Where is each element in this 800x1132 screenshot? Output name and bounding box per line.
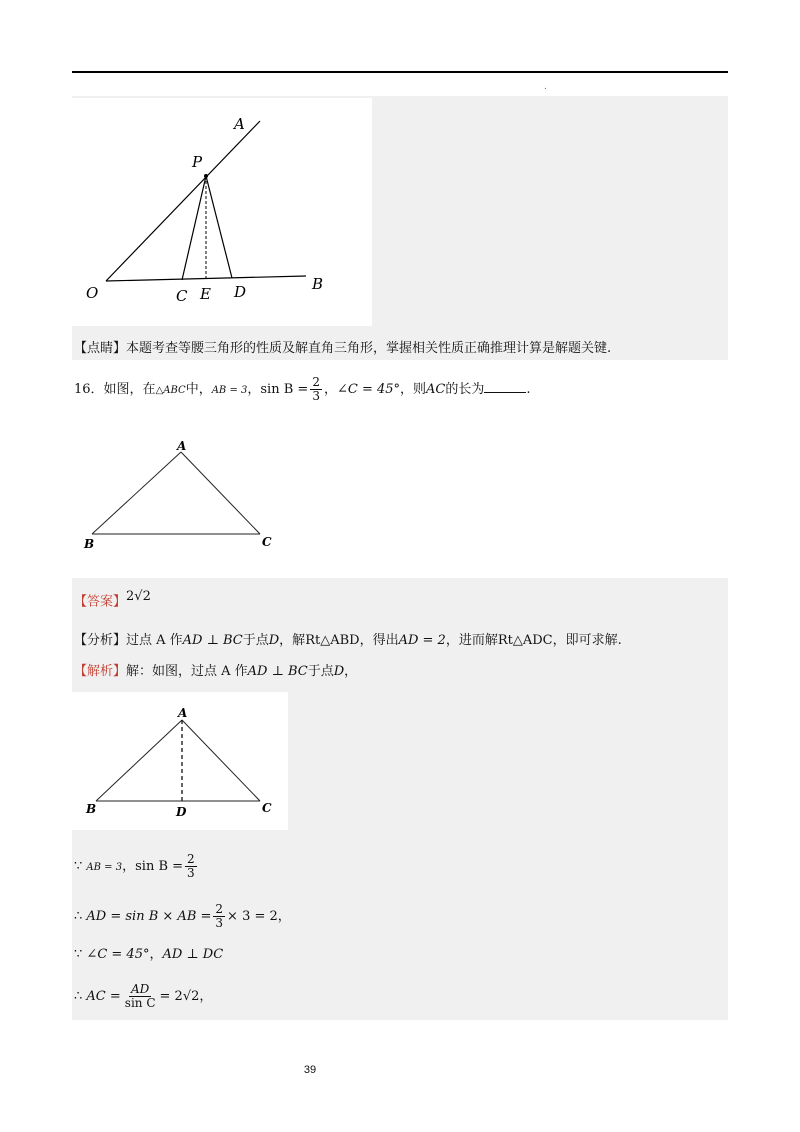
label-B: B <box>86 802 97 816</box>
label-O: O <box>86 284 99 302</box>
analysis-line: 【分析】过点 A 作AD ⊥ BC于点D，解Rt△ABD，得出AD = 2，进而解Rt△ADC，即可求解. <box>74 633 622 648</box>
point-P <box>204 174 208 178</box>
perp-ad-bc: AD ⊥ BC <box>182 633 243 648</box>
figure-3 <box>72 692 288 830</box>
answer-tag: 【答案】 <box>74 594 127 610</box>
problem-16 <box>74 376 531 405</box>
problem-text-3: ，则 <box>400 382 427 397</box>
step-1: ∵ AB = 3，sin B = $\frac{2}{3}$ <box>74 852 195 880</box>
label-A: A <box>234 115 245 133</box>
side-AB <box>92 452 181 534</box>
label-A: A <box>178 706 188 720</box>
side-AC <box>181 452 260 534</box>
fraction-2-3: $\frac{2}{3}$ <box>312 375 320 403</box>
analysis-tag: 【分析】 <box>74 633 127 648</box>
triangle-symbol: △ <box>155 385 164 396</box>
label-A: A <box>177 439 187 453</box>
given-sinb: sin B = <box>260 382 309 397</box>
ad-equals-2: AD = 2 <box>398 633 446 648</box>
ray-OA <box>106 121 260 281</box>
label-C: C <box>262 535 272 549</box>
header-marker: . <box>544 82 547 92</box>
segment-ac: AC <box>426 382 446 397</box>
answer-value: 2√2 <box>126 589 151 604</box>
problem-end: . <box>526 382 531 397</box>
side-AB <box>96 720 182 801</box>
label-C: C <box>262 801 272 815</box>
comment-text: 本题考查等腰三角形的性质及解直角三角形，掌握相关性质正确推理计算是解题关键. <box>126 341 612 356</box>
solution-line: 【解析】解：如图，过点 A 作AD ⊥ BC于点D， <box>74 664 358 679</box>
problem-text-4: 的长为 <box>445 382 485 397</box>
answer-line <box>74 584 151 615</box>
problem-text-2: 中， <box>185 382 212 397</box>
problem-number: 16． <box>74 382 104 397</box>
step-2: ∴ AD = sin B × AB = $\frac{2}{3}$ × 3 = 2， <box>74 902 291 930</box>
side-AC <box>182 720 260 801</box>
comment-line <box>74 340 611 358</box>
page-number: 39 <box>303 1064 317 1076</box>
triangle-abc: ABC <box>163 385 186 396</box>
rt-abd: Rt△ABD <box>305 633 360 648</box>
rt-adc: Rt△ADC <box>497 633 553 648</box>
label-B: B <box>84 537 95 551</box>
solution-tag: 【解析】 <box>74 664 127 679</box>
segment-PC <box>182 176 206 280</box>
problem-text-1: 如图，在 <box>103 382 156 397</box>
given-ab: AB = 3 <box>211 385 248 396</box>
header-rule <box>72 71 728 73</box>
figure-2 <box>80 436 280 556</box>
step-3: ∵ ∠C = 45°，AD ⊥ DC <box>74 947 224 962</box>
step-4: ∴ AC = $\frac{AD}{\text{sin C}}$ = 2√2， <box>74 982 213 1010</box>
label-C: C <box>176 287 188 305</box>
label-B: B <box>312 275 324 293</box>
segment-PD <box>206 176 232 278</box>
comma-1: ， <box>247 382 261 397</box>
label-E: E <box>200 285 211 303</box>
given-angle-c: ∠C = 45° <box>336 382 401 397</box>
comma-2: ， <box>323 382 337 397</box>
comment-tag: 【点睛】 <box>74 341 127 356</box>
label-P: P <box>192 153 203 171</box>
figure-1 <box>72 98 372 326</box>
label-D: D <box>234 283 247 301</box>
answer-blank <box>484 380 526 393</box>
label-D: D <box>176 805 187 819</box>
